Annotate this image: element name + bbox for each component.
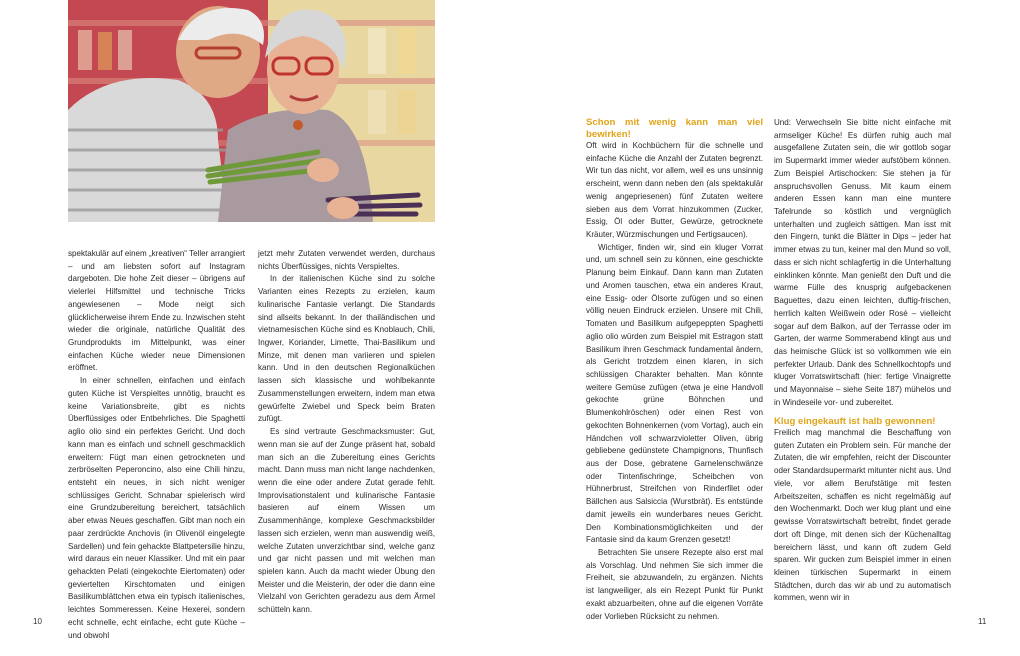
- paragraph: spektakulär auf einem „kreativen“ Teller arrangiert – und am liebsten sofort auf Instagram dargeboten. Die hohe Zeit dieser – übrigens auf vielerlei Hilfsmittel und technische Tricks angewiesenen – Mode neigt sich glücklicherweise ihrem Ende zu. Inzwischen steht wieder die originale, natürliche Qualität des Grundprodukts im Mittelpunkt, was einer einfachen Küche wieder neue Dimensionen eröffnet.: [68, 249, 245, 373]
- paragraph: Betrachten Sie unsere Rezepte also erst mal als Vorschlag. Und nehmen Sie sich immer die Freiheit, sie abzuwandeln, zu ergänzen. Nichts ist langweiliger, als ein Rezept Punkt für Punkt exakt abzuarbeiten, ohne auf die eigenen Vorräte oder Vorlieben Rücksicht zu nehmen.: [586, 548, 763, 621]
- section-heading: Klug eingekauft ist halb gewonnen!: [774, 415, 936, 427]
- left-page-column-2: [258, 248, 435, 617]
- left-page-column-1: [68, 248, 245, 642]
- page-right: [510, 0, 1020, 656]
- paragraph: jetzt mehr Zutaten verwendet werden, durchaus nichts Überflüssiges, nichts Verspieltes.: [258, 249, 435, 271]
- paragraph: Und: Verwechseln Sie bitte nicht einfache mit armseliger Küche! Es dürfen ruhig auch mal ausgefallene Zutaten sein, die wir gottlob sogar im Supermarkt immer wieder aufstöbern können. Zum Beispiel Artischocken: Sie stehen ja für anspruchsvollen Genuss. Mit kaum einem anderen Essen kann man eine muntere Tafelrunde so köstlich und vergnüglich unterhalten und zugleich sättigen. Man isst mit den Fingern, tunkt die Blätter in Dips – jeder hat immer etwas zu tun, keiner mal den Mund so voll, dass er sich nicht schlagfertig in die Unterhaltung einklinken könnte. Man genießt den Duft und die warme Fülle des knusprig aufgebackenen Baguettes, dazu einen leichten, duftig-frischen, herrlich kalten Weißwein oder Rosé – vielleicht sogar auf dem Balkon, auf der Terrasse oder im Garten, der warme Sommerabend klingt aus und das heimische Glück ist so vollkommen wie ein perfekter Urlaub. Dank des Schnellkochtopfs und kluger Vorratswirtschaft (hier: fertige Vinaigrette und Mayonnaise – siehe Seite 187) mühelos und in Windeseile vor- und zubereitet.: [774, 118, 951, 407]
- paragraph: Wichtiger, finden wir, sind ein kluger Vorrat und, um schnell sein zu können, eine geschickte Planung beim Einkauf. Dann kann man Zutaten und Aromen tauschen, etwa ein anderes Kraut, eine Essig- oder Ölsorte zufügen und so einen völlig neuen Eindruck erzielen. Unsere mit Chili, Tomaten und Basilikum aufgepeppten Spaghetti aglio olio würden zum Beispiel mit Estragon statt Basilikum ihren Geschmack fundamental ändern, als Gericht trotzdem einen klaren, in sich schlüssigen Charakter behalten. Man könnte weitere Gemüse zufügen (etwa je eine Handvoll gekochte grüne Böhnchen und Blumenkohlröschen) oder einen Rest von gekochten Bohnenkernen (vom Vortag), auch ein Händchen voll schwarzvioletter Oliven, übrig gebliebene gedünstete Champignons, Thunfisch aus der Dose, gebratene Garnelenschwänze oder Tintenfischringe, Scheibchen von Hühnerbrust, Streifchen von Rinderfilet oder Bällchen aus Salsiccia (Wurstbrät). Es entstünde damit jeweils ein wunderbares neues Gericht. Den Kombinationsmöglichkeiten und der Fantasie sind da kaum Grenzen gesetzt!: [586, 242, 763, 545]
- right-page-column-2: [774, 117, 951, 605]
- paragraph: In der italienischen Küche sind zu solche Varianten eines Rezepts zu erzielen, kaum kulinarische Fantasie verlangt. Die Standards sind allseits bekannt. In der thailändischen und vietnamesischen Küche sind es Knoblauch, Chili, Ingwer, Koriander, Limette, Thai-Basilikum und Minze, mit denen man variieren und spielen kann. Und in den deutschen Regionalküchen lassen sich klassische und wohlbekannte Zusammenstellungen erweitern, indem man etwa gewürfelte Zwiebel und Speck beim Braten zufügt.: [258, 274, 435, 424]
- paragraph: In einer schnellen, einfachen und einfach guten Küche ist Verspieltes unnötig, braucht es keine Variationsbreite, gibt es nichts Überflüssiges oder Entbehrliches. Die Spaghetti aglio olio sind ein perfektes Gericht. Und doch kann man es einfach und schnell geschmacklich erweitern: Fügt man einen getrockneten und zerbröselten Peperoncino, also eine Chili hinzu, entsteht ein neues, in sich nicht weniger schlüssiges Gericht. Schnabar spielerisch wird eine Grundzubereitung bereichert, tatsächlich aber etwas Neues geschaffen. Gibt man noch ein paar zerdrückte Anchovis (in Olivenöl eingelegte Sardellen) und fein gehackte Blattpetersilie hinzu, wird daraus ein neuer Klassiker. Und mit ein paar gehackten Pelati (eingekochte Eiertomaten) oder geviertelten Kirschtomaten und einigen Basilikumblättchen etwa ein typisch italienisches, leichtes Sommeressen. Keine Hexerei, sondern echt schnelle, echt einfache, echt gute Küche – und obwohl: [68, 376, 245, 640]
- paragraph: Freilich mag manchmal die Beschaffung von guten Zutaten ein Problem sein. Für manche der Zutaten, die wir empfehlen, reicht der Discounter oder Standardsupermarkt mitunter nicht aus. Und viele, vor allem Berufstätige mit festen Arbeitszeiten, schaffen es nicht regelmäßig auf den Wochenmarkt. Doch wer klug plant und eine gewisse Vorratswirtschaft betreibt, findet gerade dort oft Dinge, mit denen sich der Küchenalltag bereichern lässt, und kann oft zudem Geld sparen. Wir gucken zum Beispiel immer in einen kleinen türkischen Supermarkt in einem Städtchen, durch das wir ab und zu automatisch kommen, wenn wir in: [774, 428, 951, 603]
- section-heading: Schon mit wenig kann man viel bewirken!: [586, 117, 763, 140]
- photo-couple-with-asparagus: [68, 0, 435, 222]
- paragraph: Oft wird in Kochbüchern für die schnelle und einfache Küche die Anzahl der Zutaten begrenzt. Wir tun das nicht, vor allem, weil es uns unsinnig erscheint, wenn dann neben den (als spektakulär wenig angepriesenen) fünf Zutaten weitere sieben aus dem Vorrat hinzukommen (Zucker, Essig, Öl oder Butter, Gewürze, getrocknete Kräuter, Würzmischungen und Fertigsaucen).: [586, 141, 763, 240]
- photo-illustration: [68, 0, 435, 222]
- right-page-column-1: [586, 117, 763, 623]
- page-number-right: 11: [978, 617, 987, 626]
- paragraph: Es sind vertraute Geschmacksmuster: Gut, wenn man sie auf der Zunge präsent hat, sobald man sich an die Zubereitung eines Gerichts macht. Dann muss man nicht lange nachdenken, wenn die eine oder andere Zutat gerade fehlt. Improvisationstalent und kulinarische Fantasie basieren auf einem Wissen um Zusammenhänge, komplexe Geschmacksbilder lassen sich erzielen, wenn man auswendig weiß, welche Zutaten unverzichtbar sind, welche ganz und gar nicht passen und mit welchen man spielen kann. Auch da macht wieder Übung den Meister und die Meisterin, der oder die dann eine Vielzahl von Gerichten geradezu aus dem Ärmel schütteln kann.: [258, 427, 435, 615]
- page-number-left: 10: [33, 617, 42, 626]
